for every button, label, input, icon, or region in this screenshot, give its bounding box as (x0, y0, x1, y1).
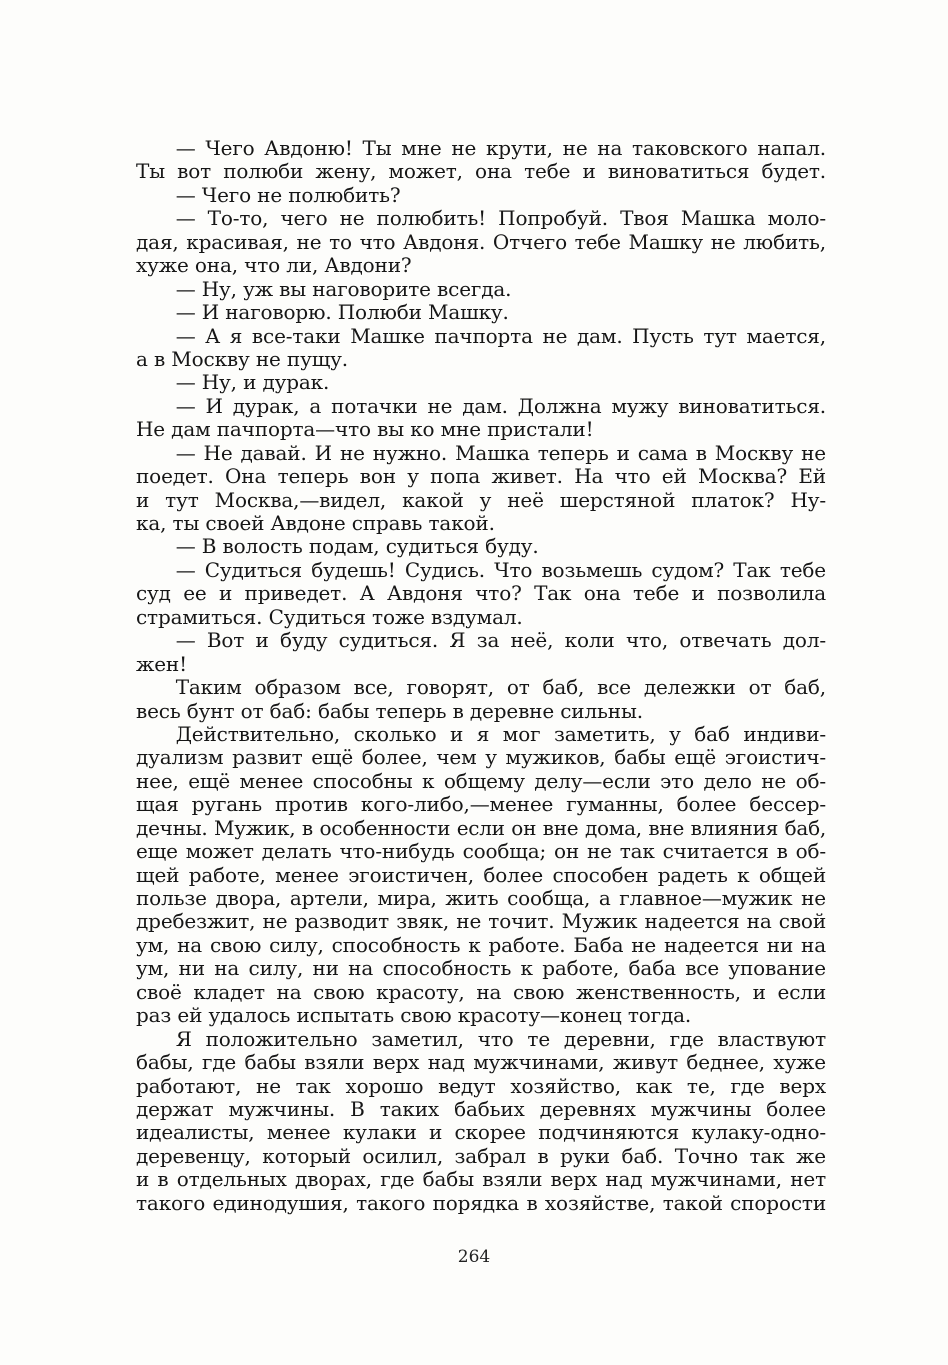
text-line: идеалисты, менее кулаки и скорее подчиняются кулаку-одно- (136, 1120, 826, 1145)
text-line: дуализм развит ещё более, чем у мужиков, бабы ещё эгоистич- (136, 745, 826, 770)
text-line: — Ну, и дурак. (136, 370, 330, 395)
text-line: работают, не так хорошо ведут хозяйство, как те, где верх (136, 1073, 826, 1098)
text-line: дечны. Мужик, в особенности если он вне дома, вне влияния баб, (136, 815, 826, 840)
text-line: ум, на свою силу, способность к работе. Баба не надеется ни на (136, 932, 826, 957)
text-line: — В волость подам, судиться буду. (136, 534, 539, 559)
text-line: — Чего Авдоню! Ты мне не крути, не на таковского напал. (136, 136, 826, 160)
text-line: Я положительно заметил, что те деревни, где властвуют (136, 1026, 826, 1051)
text-line: — Вот и буду судиться. Я за неё, коли что, отвечать дол- (136, 628, 826, 653)
text-line: пользе двора, артели, мира, жить сообща, а главное—мужик не (136, 886, 826, 910)
text-line: щая ругань против кого-либо,—менее гуманны, более бессер- (136, 792, 826, 817)
text-line: раз ей удалось испытать свою красоту—конец тогда. (136, 1003, 692, 1028)
text-line: жен! (136, 651, 188, 676)
text-line: — Чего не полюбить? (136, 182, 401, 207)
text-line: — Не давай. И не нужно. Машка теперь и сама в Москву не (136, 440, 826, 465)
text-line: — Судиться будешь! Судись. Что возьмешь судом? Так тебе (136, 557, 826, 582)
text-line: Ты вот полюби жену, может, она тебе и виноватиться будет. (136, 159, 826, 184)
text-line: — Ну, уж вы наговорите всегда. (136, 276, 512, 301)
text-line: весь бунт от баб: бабы теперь в деревне сильны. (136, 698, 643, 723)
text-line: страмиться. Судиться тоже вздумал. (136, 604, 523, 629)
text-line: ка, ты своей Авдоне справь такой. (136, 511, 495, 535)
text-line: — То-то, чего не полюбить! Попробуй. Твоя Машка моло- (136, 206, 826, 231)
text-line: и тут Москва,—видел, какой у неё шерстяной платок? Ну- (136, 487, 826, 512)
text-line: — И наговорю. Полюби Машку. (136, 300, 509, 325)
text-line: держат мужчины. В таких бабьих деревнях мужчины более (136, 1096, 826, 1121)
page-number: 264 (457, 1247, 491, 1267)
text-line: щей работе, менее эгоистичен, более способен радеть к общей (136, 862, 826, 887)
text-line: дребезжит, не разводит звяк, не точит. Мужик надеется на свой (136, 909, 826, 934)
text-line: — И дурак, а потачки не дам. Должна мужу виноватиться. (136, 393, 826, 418)
text-line: — А я все-таки Машке пачпорта не дам. Пусть тут мается, (136, 323, 826, 348)
text-line: еще может делать что-нибудь сообща; он не так считается в об- (136, 839, 826, 864)
text-line: такого единодушия, такого порядка в хозяйстве, такой спорости (136, 1190, 826, 1215)
text-line: поедет. Она теперь вон у попа живет. На что ей Москва? Ей (136, 464, 826, 489)
body-text (136, 137, 826, 1215)
text-line: дая, красивая, не то что Авдоня. Отчего тебе Машку не любить, (136, 229, 826, 254)
text-line: деревенцу, который осилил, забрал в руки баб. Точно так же (136, 1143, 826, 1168)
text-line: нее, ещё менее способны к общему делу—если это дело не об- (136, 768, 826, 793)
text-line: Действительно, сколько и я мог заметить, у баб индиви- (136, 721, 826, 746)
text-line: и в отдельных дворах, где бабы взяли верх над мужчинами, нет (136, 1167, 826, 1192)
text-line: своё кладет на свою красоту, на свою женственность, и если (136, 979, 826, 1004)
text-line: бабы, где бабы взяли верх над мужчинами, живут беднее, хуже (136, 1050, 826, 1075)
text-line: хуже она, что ли, Авдони? (136, 253, 412, 278)
text-line: суд ее и приведет. А Авдоня что? Так она тебе и позволила (136, 581, 826, 606)
text-line: ум, ни на силу, ни на способность к работе, баба все упование (136, 956, 826, 981)
text-line: а в Москву не пущу. (136, 346, 348, 371)
text-line: Не дам пачпорта—что вы ко мне пристали! (136, 417, 594, 442)
text-line: Таким образом все, говорят, от баб, все дележки от баб, (136, 675, 826, 700)
